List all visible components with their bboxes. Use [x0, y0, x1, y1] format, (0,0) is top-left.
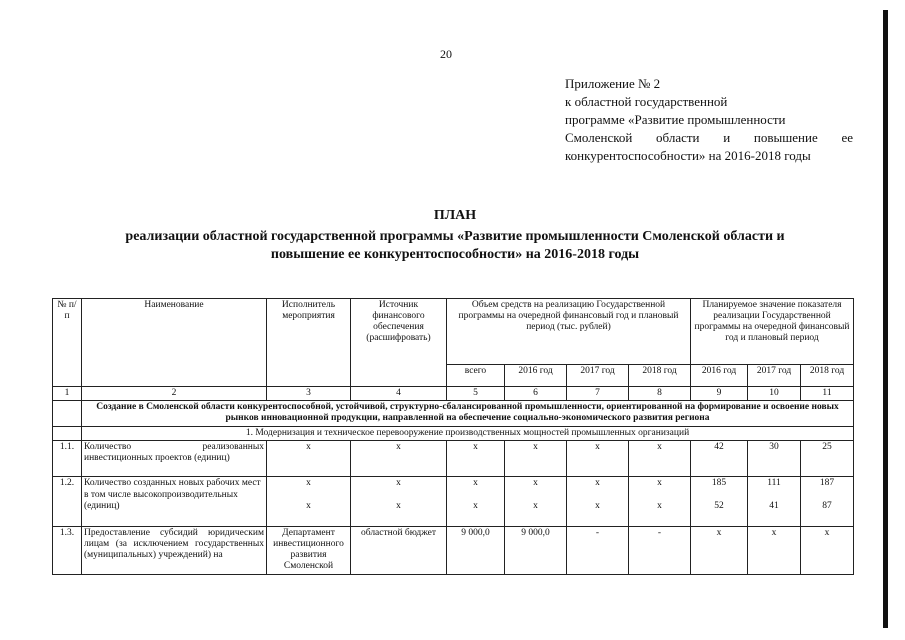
row-fin-2017: х — [595, 478, 600, 488]
header-plan-2016: 2016 год — [691, 365, 748, 387]
col-number: 2 — [82, 387, 267, 401]
row-sub-plan-2016: 52 — [714, 501, 724, 511]
row-plan-2018: 25 — [801, 441, 854, 477]
header-executor: Исполнитель мероприятия — [267, 299, 351, 387]
row-name: Количество созданных новых рабочих мест — [84, 478, 261, 488]
row-plan-2016: х — [691, 527, 748, 575]
row-total: х — [447, 441, 505, 477]
header-fin-2017: 2017 год — [567, 365, 629, 387]
row-num: 1.1. — [53, 441, 82, 477]
row-sub-plan-2018: 87 — [822, 501, 832, 511]
col-number: 1 — [53, 387, 82, 401]
row-total: 9 000,0 — [447, 527, 505, 575]
col-number: 11 — [801, 387, 854, 401]
row-fin-2018: х — [657, 478, 662, 488]
table-row — [53, 477, 854, 527]
row-fin-2016: х — [533, 478, 538, 488]
section-row — [53, 427, 854, 441]
section-title: 1. Модернизация и техническое перевооружение производственных мощностей промышленных организаций — [82, 427, 854, 441]
row-sub-source: х — [396, 501, 401, 511]
plan-table — [52, 298, 854, 575]
row-source: х — [351, 441, 447, 477]
appendix-line: Приложение № 2 — [565, 76, 661, 91]
row-plan-2017: 30 — [748, 441, 801, 477]
plan-title-line2: повышение ее конкурентоспособности» на 2016-2018 годы — [270, 247, 640, 262]
row-sub-executor: х — [306, 501, 311, 511]
header-plan-2018: 2018 год — [801, 365, 854, 387]
col-number: 6 — [505, 387, 567, 401]
plan-heading: ПЛАН — [433, 208, 477, 223]
appendix-note — [565, 75, 853, 165]
row-sub-total: х — [473, 501, 478, 511]
row-executor: х — [267, 441, 351, 477]
row-total: х — [473, 478, 478, 488]
row-executor: Департамент инвестиционного развития Смоленской — [267, 527, 351, 575]
row-name: Количество реализованных инвестиционных проектов (единиц) — [82, 441, 267, 477]
col-number: 9 — [691, 387, 748, 401]
header-planned: Планируемое значение показателя реализации Государственной программы на очередной финансовый год и плановый период — [691, 299, 854, 365]
table-row — [53, 441, 854, 477]
row-fin-2018: х — [629, 441, 691, 477]
col-number: 4 — [351, 387, 447, 401]
row-fin-2018: - — [629, 527, 691, 575]
row-num: 1.3. — [53, 527, 82, 575]
scan-edge — [883, 10, 888, 628]
header-num: № п/п — [53, 299, 82, 387]
row-name: Предоставление субсидий юридическим лицам (за исключением государственных (муниципальных) учреждений) на — [82, 527, 267, 575]
appendix-line: программе «Развитие промышленности — [565, 112, 786, 127]
header-total: всего — [447, 365, 505, 387]
col-number: 7 — [567, 387, 629, 401]
header-volume: Объем средств на реализацию Государственной программы на очередной финансовый год и плановый период (тыс. рублей) — [447, 299, 691, 365]
column-number-row — [53, 387, 854, 401]
row-fin-2017: - — [567, 527, 629, 575]
header-plan-2017: 2017 год — [748, 365, 801, 387]
row-plan-2018: х — [801, 527, 854, 575]
plan-title-line1: реализации областной государственной программы «Развитие промышленности Смоленской области и — [125, 229, 785, 244]
row-source: х — [396, 478, 401, 488]
row-sub-fin-2017: х — [595, 501, 600, 511]
row-plan-2018: 187 — [819, 478, 835, 488]
row-sub-plan-2017: 41 — [769, 501, 779, 511]
header-source: Источник финансового обеспечения (расшифровать) — [351, 299, 447, 387]
appendix-line: Смоленской области и повышение ее — [565, 130, 853, 145]
appendix-line: к областной государственной — [565, 94, 728, 109]
row-plan-2016: 42 — [691, 441, 748, 477]
row-plan-2017: 111 — [767, 478, 781, 488]
table-row — [53, 527, 854, 575]
header-name: Наименование — [82, 299, 267, 387]
row-sub-fin-2018: х — [657, 501, 662, 511]
row-sub-fin-2016: х — [533, 501, 538, 511]
col-number: 5 — [447, 387, 505, 401]
row-fin-2017: х — [567, 441, 629, 477]
col-number: 8 — [629, 387, 691, 401]
row-executor: х — [306, 478, 311, 488]
header-fin-2016: 2016 год — [505, 365, 567, 387]
row-plan-2016: 185 — [711, 478, 727, 488]
appendix-line: конкурентоспособности» на 2016-2018 годы — [565, 148, 811, 163]
row-source: областной бюджет — [351, 527, 447, 575]
col-number: 3 — [267, 387, 351, 401]
goal-text: Создание в Смоленской области конкурентоспособной, устойчивой, структурно-сбалансированной промышленности, ориентированной на формирование и освоение новых рынков инновационной продукции, направленной на обеспечение социально-экономического развития региона — [82, 401, 854, 427]
row-fin-2016: х — [505, 441, 567, 477]
row-fin-2016: 9 000,0 — [505, 527, 567, 575]
row-subname: в том числе высокопроизводительных (единиц) — [84, 490, 238, 511]
goal-row — [53, 401, 854, 427]
col-number: 10 — [748, 387, 801, 401]
row-num: 1.2. — [53, 477, 82, 527]
row-plan-2017: х — [748, 527, 801, 575]
header-row — [53, 299, 854, 365]
page-number: 20 — [440, 47, 452, 61]
header-fin-2018: 2018 год — [629, 365, 691, 387]
